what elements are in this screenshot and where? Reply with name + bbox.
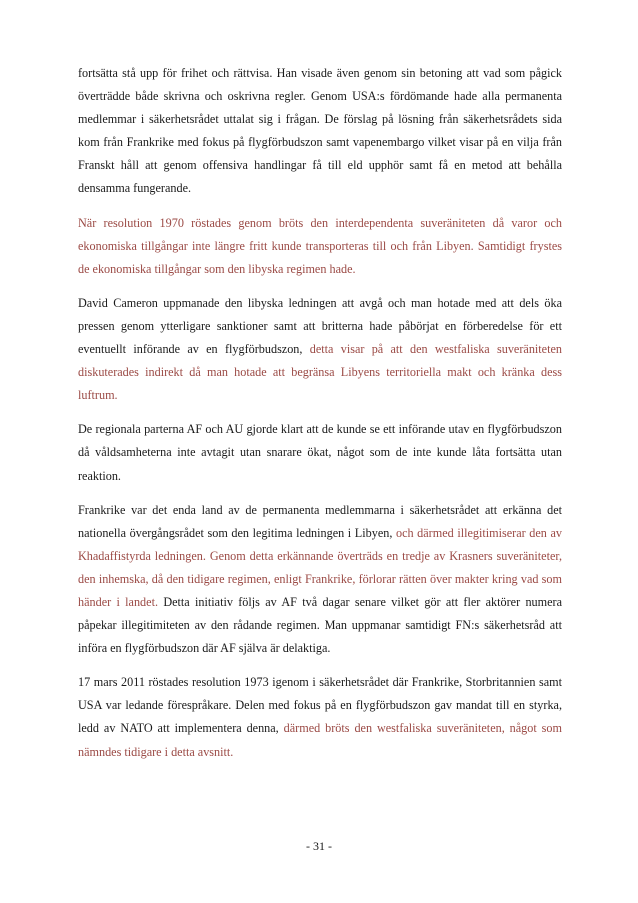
paragraph-1-text: fortsätta stå upp för frihet och rättvisa. Han visade även genom sin betoning att vad som pågick överträdde både skrivna och oskrivna regler. Genom USA:s fördömande hade alla permanenta medlemmar i säkerhetsrådet uttalat sig i frågan. De förslag på lösning från säkerhetsrådets sida kom från Frankrike med fokus på flygförbudszon samt vapenembargo vilket visar på en vilja från Franskt håll att genom offensiva handlingar få till eld upphör samt få en metod att behålla densamma fungerande. <box>78 66 562 196</box>
paragraph-3-highlighted-text: detta visar på att den westfaliska suveräniteten diskuterades indirekt då man hotade att begränsa Libyens territoriella makt och kränka dess luftrum. <box>78 342 562 403</box>
page-number: - 31 - <box>306 839 332 853</box>
paragraph-5-text-continued: Detta initiativ följs av AF två dagar senare vilket gör att fler aktörer numera påpekar illegitimiteten av den rådande regimen. Man uppmanar samtidigt FN:s säkerhetsråd att införa en flygförbudszon där AF själva är delaktiga. <box>78 594 562 656</box>
paragraph-4 <box>78 418 562 487</box>
paragraph-2 <box>78 212 562 281</box>
paragraph-5 <box>78 499 562 661</box>
paragraph-4-text: De regionala parterna AF och AU gjorde klart att de kunde se ett införande utav en flygförbudszon då våldsamheterna inte avtagit utan snarare ökat, något som de inte kunde låta fortsätta utan reaktion. <box>78 422 562 483</box>
paragraph-5-text: Frankrike var det enda land av de permanenta medlemmarna i säkerhetsrådet att erkänna det nationella övergångsrådet som den legitima ledningen i Libyen, <box>78 502 562 540</box>
paragraph-1 <box>78 62 562 201</box>
paragraph-6-highlighted-text: därmed bröts den westfaliska suveräniteten, något som nämndes tidigare i detta avsnitt. <box>78 721 562 759</box>
paragraph-2-highlighted-text: När resolution 1970 röstades genom bröts den interdependenta suveräniteten då varor och ekonomiska tillgångar inte längre fritt kunde transporteras till och från Libyen. Samtidigt frystes de ekonomiska tillgångar som den libyska regimen hade. <box>78 215 562 276</box>
paragraph-6 <box>78 671 562 763</box>
paragraph-6-text: 17 mars 2011 röstades resolution 1973 igenom i säkerhetsrådet där Frankrike, Storbritannien samt USA var ledande förespråkare. Delen med fokus på en flygförbudszon gav mandat till en styrka, ledd av NATO att implementera denna, <box>78 675 562 736</box>
paragraph-3 <box>78 292 562 407</box>
body-text <box>78 62 562 775</box>
paragraph-3-text: David Cameron uppmanade den libyska ledningen att avgå och man hotade med att dels öka pressen genom ytterligare sanktioner samt att britterna hade påbörjat en förberedelse för ett eventuellt införande av en flygförbudszon, <box>78 295 562 357</box>
paragraph-5-highlighted-text: och därmed illegitimiserar den av Khadaffistyrda ledningen. Genom detta erkännande överträds en tredje av Krasners suveräniteter, den inhemska, då den tidigare regimen, enligt Frankrike, förlorar rätten över makter kring vad som händer i landet. <box>78 525 562 609</box>
